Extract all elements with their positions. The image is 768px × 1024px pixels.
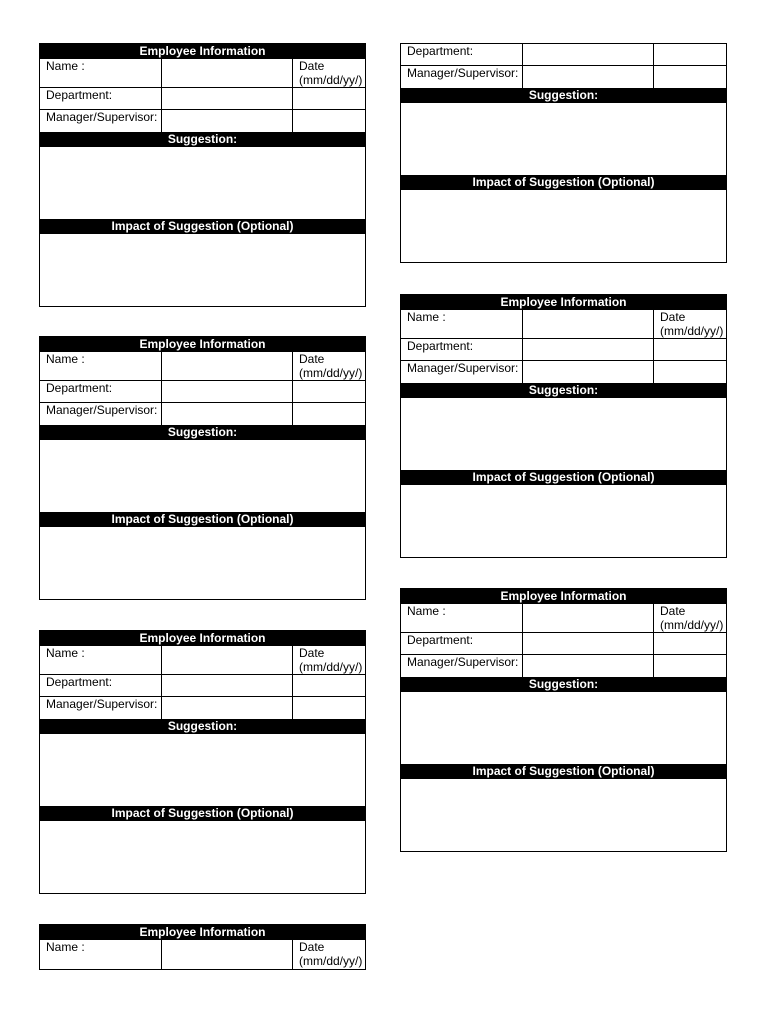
date-label: Date (mm/dd/yy/) (299, 646, 363, 674)
employee-information-header: Employee Information (40, 631, 365, 646)
suggestion-header: Suggestion: (401, 677, 726, 692)
department-field[interactable] (162, 88, 293, 109)
manager-extra-field[interactable] (654, 66, 726, 88)
department-field[interactable] (162, 675, 293, 696)
manager-extra-field[interactable] (293, 110, 365, 132)
suggestion-header: Suggestion: (40, 425, 365, 440)
manager-row (40, 110, 365, 132)
employee-information-header: Employee Information (40, 925, 365, 940)
date-label: Date (mm/dd/yy/) (299, 940, 363, 968)
manager-field[interactable] (523, 66, 654, 88)
impact-header: Impact of Suggestion (Optional) (401, 764, 726, 779)
manager-label: Manager/Supervisor: (40, 110, 162, 132)
department-label: Department: (401, 339, 523, 360)
manager-row (40, 403, 365, 425)
impact-box[interactable] (40, 821, 365, 893)
name-field[interactable] (523, 310, 654, 338)
employee-information-header: Employee Information (401, 589, 726, 604)
name-label: Name : (401, 310, 523, 338)
date-field[interactable] (293, 88, 365, 109)
name-row (40, 352, 365, 381)
suggestion-form (39, 630, 366, 894)
manager-label: Manager/Supervisor: (40, 403, 162, 425)
department-label: Department: (40, 88, 162, 109)
name-field[interactable] (162, 59, 293, 87)
manager-extra-field[interactable] (293, 403, 365, 425)
impact-header: Impact of Suggestion (Optional) (401, 470, 726, 485)
manager-extra-field[interactable] (654, 655, 726, 677)
impact-box[interactable] (40, 527, 365, 599)
department-row (40, 381, 365, 403)
manager-label: Manager/Supervisor: (401, 66, 523, 88)
name-row (40, 59, 365, 88)
manager-field[interactable] (523, 655, 654, 677)
department-field[interactable] (523, 633, 654, 654)
suggestion-form (39, 43, 366, 307)
department-row (40, 88, 365, 110)
date-label: Date (mm/dd/yy/) (299, 59, 363, 87)
department-label: Department: (401, 633, 523, 654)
impact-box[interactable] (40, 234, 365, 306)
suggestion-box[interactable] (40, 147, 365, 219)
suggestion-box[interactable] (401, 103, 726, 175)
manager-row (401, 66, 726, 88)
name-label: Name : (40, 646, 162, 674)
manager-label: Manager/Supervisor: (401, 655, 523, 677)
manager-row (40, 697, 365, 719)
manager-extra-field[interactable] (293, 697, 365, 719)
department-row (40, 675, 365, 697)
department-label: Department: (40, 675, 162, 696)
name-field[interactable] (162, 646, 293, 674)
manager-row (401, 361, 726, 383)
department-row (401, 339, 726, 361)
name-row (40, 940, 365, 969)
department-label: Department: (40, 381, 162, 402)
employee-information-header: Employee Information (40, 44, 365, 59)
impact-header: Impact of Suggestion (Optional) (40, 219, 365, 234)
suggestion-form-continued (400, 43, 727, 263)
impact-box[interactable] (401, 485, 726, 557)
manager-field[interactable] (523, 361, 654, 383)
manager-label: Manager/Supervisor: (401, 361, 523, 383)
manager-row (401, 655, 726, 677)
suggestion-header: Suggestion: (401, 88, 726, 103)
date-field[interactable] (654, 339, 726, 360)
impact-box[interactable] (401, 779, 726, 851)
date-field[interactable] (654, 44, 726, 65)
employee-information-header: Employee Information (40, 337, 365, 352)
manager-field[interactable] (162, 403, 293, 425)
impact-header: Impact of Suggestion (Optional) (40, 806, 365, 821)
date-field[interactable] (654, 633, 726, 654)
date-field[interactable] (293, 381, 365, 402)
suggestion-form (400, 588, 727, 852)
suggestion-header: Suggestion: (40, 719, 365, 734)
suggestion-box[interactable] (401, 692, 726, 764)
name-field[interactable] (523, 604, 654, 632)
department-field[interactable] (523, 339, 654, 360)
manager-extra-field[interactable] (654, 361, 726, 383)
suggestion-header: Suggestion: (40, 132, 365, 147)
name-label: Name : (401, 604, 523, 632)
suggestion-form (400, 294, 727, 558)
date-label: Date (mm/dd/yy/) (299, 352, 363, 380)
name-label: Name : (40, 352, 162, 380)
name-row (401, 310, 726, 339)
suggestion-box[interactable] (40, 440, 365, 512)
employee-information-header: Employee Information (401, 295, 726, 310)
impact-box[interactable] (401, 190, 726, 262)
manager-field[interactable] (162, 110, 293, 132)
name-row (401, 604, 726, 633)
department-field[interactable] (523, 44, 654, 65)
suggestion-box[interactable] (40, 734, 365, 806)
date-label: Date (mm/dd/yy/) (660, 604, 724, 632)
date-field[interactable] (293, 675, 365, 696)
suggestion-header: Suggestion: (401, 383, 726, 398)
department-row (401, 633, 726, 655)
name-field[interactable] (162, 352, 293, 380)
name-label: Name : (40, 940, 162, 969)
suggestion-box[interactable] (401, 398, 726, 470)
department-label: Department: (401, 44, 523, 65)
impact-header: Impact of Suggestion (Optional) (40, 512, 365, 527)
name-field[interactable] (162, 940, 293, 969)
department-row (401, 44, 726, 66)
impact-header: Impact of Suggestion (Optional) (401, 175, 726, 190)
name-row (40, 646, 365, 675)
name-label: Name : (40, 59, 162, 87)
manager-label: Manager/Supervisor: (40, 697, 162, 719)
suggestion-form (39, 336, 366, 600)
date-label: Date (mm/dd/yy/) (660, 310, 724, 338)
manager-field[interactable] (162, 697, 293, 719)
department-field[interactable] (162, 381, 293, 402)
suggestion-form-partial (39, 924, 366, 970)
